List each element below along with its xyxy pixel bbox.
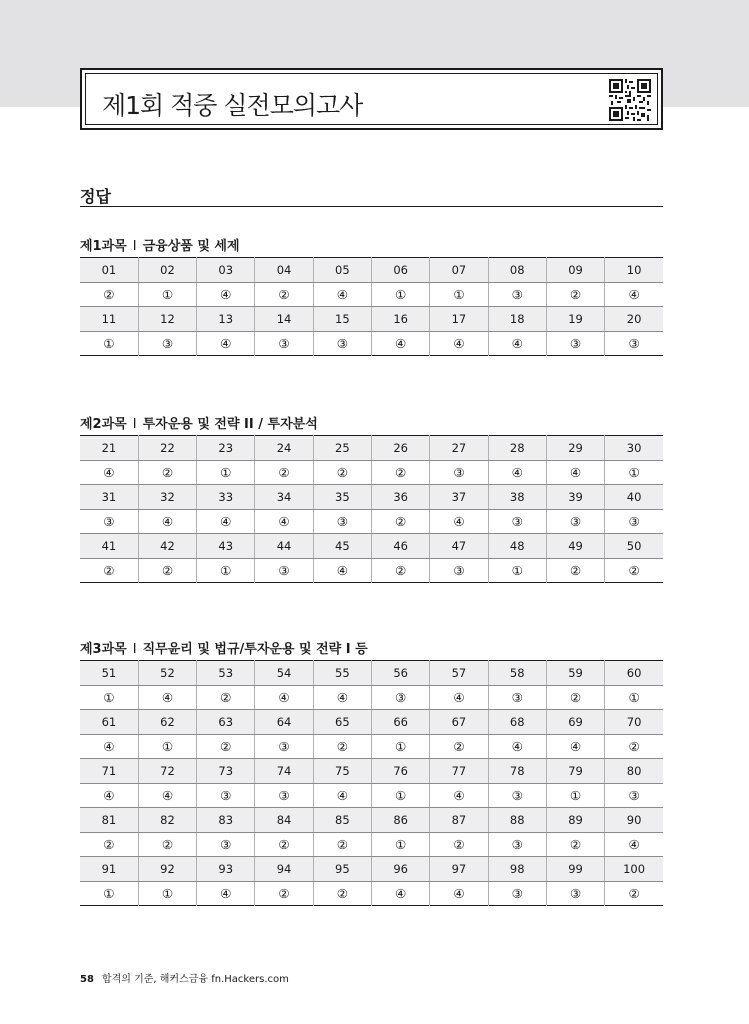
answer-cell: ② (197, 685, 255, 710)
question-number-cell: 45 (313, 534, 371, 559)
answer-cell: ② (313, 460, 371, 485)
answer-cell: ③ (546, 881, 604, 906)
question-number-cell: 68 (488, 710, 546, 735)
question-number-cell: 61 (80, 710, 138, 735)
answer-cell: ① (430, 282, 488, 307)
answer-row (80, 783, 663, 808)
answer-cell: ③ (605, 783, 663, 808)
answer-cell: ③ (605, 509, 663, 534)
answer-cell: ④ (138, 509, 196, 534)
answer-cell: ② (255, 881, 313, 906)
answer-cell: ④ (80, 460, 138, 485)
question-number-cell: 63 (197, 710, 255, 735)
answer-cell: ③ (488, 282, 546, 307)
question-number-cell: 27 (430, 436, 488, 461)
answer-cell: ② (371, 460, 429, 485)
answer-cell: ① (605, 460, 663, 485)
question-number-row (80, 436, 663, 461)
question-number-cell: 12 (138, 307, 196, 332)
question-number-cell: 100 (605, 857, 663, 882)
question-number-cell: 02 (138, 258, 196, 283)
answer-cell: ② (313, 881, 371, 906)
question-number-cell: 48 (488, 534, 546, 559)
subject-prefix: 제1과목 (80, 239, 127, 254)
subject-name: 직무윤리 및 법규/투자운용 및 전략 I 등 (142, 642, 368, 657)
answer-row (80, 509, 663, 534)
answer-row (80, 282, 663, 307)
answer-cell: ④ (313, 282, 371, 307)
question-number-row (80, 307, 663, 332)
question-number-cell: 67 (430, 710, 488, 735)
question-number-cell: 50 (605, 534, 663, 559)
question-number-cell: 04 (255, 258, 313, 283)
page-number: 58 (80, 974, 94, 985)
subject-2-title (80, 413, 318, 432)
answer-cell: ④ (488, 331, 546, 356)
question-number-cell: 58 (488, 661, 546, 686)
answer-cell: ④ (255, 509, 313, 534)
answer-cell: ② (313, 734, 371, 759)
answer-cell: ③ (255, 331, 313, 356)
question-number-cell: 53 (197, 661, 255, 686)
question-number-cell: 29 (546, 436, 604, 461)
answer-cell: ④ (488, 734, 546, 759)
answer-cell: ④ (430, 509, 488, 534)
question-number-cell: 26 (371, 436, 429, 461)
answer-cell: ② (546, 685, 604, 710)
answer-cell: ④ (430, 685, 488, 710)
question-number-cell: 18 (488, 307, 546, 332)
question-number-cell: 78 (488, 759, 546, 784)
answer-row (80, 734, 663, 759)
question-number-cell: 72 (138, 759, 196, 784)
question-number-cell: 81 (80, 808, 138, 833)
question-number-cell: 93 (197, 857, 255, 882)
answer-cell: ② (80, 282, 138, 307)
question-number-cell: 47 (430, 534, 488, 559)
question-number-cell: 64 (255, 710, 313, 735)
answer-cell: ① (488, 558, 546, 583)
answer-cell: ④ (197, 331, 255, 356)
answer-cell: ③ (488, 881, 546, 906)
answer-cell: ② (255, 460, 313, 485)
question-number-cell: 87 (430, 808, 488, 833)
question-number-cell: 05 (313, 258, 371, 283)
answer-cell: ① (138, 734, 196, 759)
question-number-cell: 98 (488, 857, 546, 882)
answer-cell: ③ (313, 331, 371, 356)
subject-1-title (80, 235, 240, 254)
answer-cell: ④ (546, 460, 604, 485)
question-number-cell: 10 (605, 258, 663, 283)
question-number-cell: 32 (138, 485, 196, 510)
question-number-cell: 54 (255, 661, 313, 686)
question-number-cell: 86 (371, 808, 429, 833)
answer-cell: ② (197, 734, 255, 759)
question-number-cell: 94 (255, 857, 313, 882)
answer-cell: ① (197, 558, 255, 583)
question-number-cell: 51 (80, 661, 138, 686)
answer-cell: ② (546, 282, 604, 307)
question-number-cell: 75 (313, 759, 371, 784)
answer-cell: ② (371, 509, 429, 534)
answer-cell: ④ (255, 685, 313, 710)
answer-cell: ② (546, 558, 604, 583)
subject-prefix: 제2과목 (80, 417, 127, 432)
question-number-cell: 20 (605, 307, 663, 332)
subject-prefix: 제3과목 (80, 642, 127, 657)
qr-code-icon[interactable] (609, 79, 651, 121)
question-number-cell: 92 (138, 857, 196, 882)
answer-cell: ④ (313, 558, 371, 583)
answer-cell: ③ (488, 832, 546, 857)
answer-cell: ③ (430, 558, 488, 583)
answer-table-subject-1 (80, 257, 663, 356)
question-number-cell: 57 (430, 661, 488, 686)
question-number-cell: 23 (197, 436, 255, 461)
question-number-cell: 42 (138, 534, 196, 559)
question-number-cell: 06 (371, 258, 429, 283)
question-number-cell: 09 (546, 258, 604, 283)
question-number-cell: 60 (605, 661, 663, 686)
question-number-row (80, 485, 663, 510)
question-number-cell: 76 (371, 759, 429, 784)
question-number-cell: 22 (138, 436, 196, 461)
answer-cell: ④ (80, 783, 138, 808)
question-number-cell: 70 (605, 710, 663, 735)
answer-cell: ② (138, 558, 196, 583)
answer-cell: ② (138, 832, 196, 857)
question-number-cell: 46 (371, 534, 429, 559)
question-number-row (80, 258, 663, 283)
question-number-cell: 73 (197, 759, 255, 784)
question-number-cell: 34 (255, 485, 313, 510)
answer-cell: ③ (371, 685, 429, 710)
answer-cell: ④ (546, 734, 604, 759)
question-number-cell: 77 (430, 759, 488, 784)
answer-cell: ③ (430, 460, 488, 485)
answer-cell: ① (80, 685, 138, 710)
question-number-cell: 37 (430, 485, 488, 510)
question-number-cell: 97 (430, 857, 488, 882)
answer-cell: ① (371, 783, 429, 808)
question-number-row (80, 661, 663, 686)
question-number-cell: 01 (80, 258, 138, 283)
answer-cell: ④ (488, 460, 546, 485)
answer-cell: ③ (546, 509, 604, 534)
question-number-cell: 41 (80, 534, 138, 559)
question-number-cell: 03 (197, 258, 255, 283)
answer-cell: ② (255, 832, 313, 857)
question-number-cell: 84 (255, 808, 313, 833)
answer-cell: ② (605, 734, 663, 759)
answer-cell: ③ (255, 783, 313, 808)
question-number-cell: 25 (313, 436, 371, 461)
answer-cell: ④ (138, 685, 196, 710)
question-number-row (80, 759, 663, 784)
answer-cell: ④ (197, 881, 255, 906)
answer-cell: ③ (313, 509, 371, 534)
answer-cell: ④ (430, 783, 488, 808)
question-number-cell: 66 (371, 710, 429, 735)
answer-cell: ④ (605, 282, 663, 307)
question-number-cell: 11 (80, 307, 138, 332)
question-number-cell: 30 (605, 436, 663, 461)
answer-row (80, 331, 663, 356)
question-number-cell: 31 (80, 485, 138, 510)
answer-cell: ① (138, 282, 196, 307)
answer-cell: ① (80, 331, 138, 356)
question-number-cell: 28 (488, 436, 546, 461)
question-number-cell: 74 (255, 759, 313, 784)
question-number-cell: 16 (371, 307, 429, 332)
question-number-cell: 38 (488, 485, 546, 510)
answer-cell: ② (605, 558, 663, 583)
question-number-cell: 13 (197, 307, 255, 332)
question-number-cell: 80 (605, 759, 663, 784)
question-number-cell: 19 (546, 307, 604, 332)
question-number-cell: 35 (313, 485, 371, 510)
question-number-cell: 36 (371, 485, 429, 510)
footer-text: 합격의 기준, 해커스금융 fn.Hackers.com (101, 974, 289, 985)
answer-cell: ② (313, 832, 371, 857)
question-number-cell: 56 (371, 661, 429, 686)
question-number-cell: 33 (197, 485, 255, 510)
question-number-cell: 91 (80, 857, 138, 882)
question-number-row (80, 534, 663, 559)
section-divider (80, 206, 663, 207)
answer-cell: ④ (197, 282, 255, 307)
question-number-cell: 59 (546, 661, 604, 686)
question-number-cell: 83 (197, 808, 255, 833)
page-footer (80, 970, 289, 985)
question-number-cell: 49 (546, 534, 604, 559)
title-box (80, 68, 663, 130)
question-number-row (80, 857, 663, 882)
question-number-cell: 15 (313, 307, 371, 332)
answer-cell: ③ (488, 783, 546, 808)
answer-cell: ② (430, 734, 488, 759)
question-number-cell: 71 (80, 759, 138, 784)
question-number-cell: 21 (80, 436, 138, 461)
answer-cell: ① (138, 881, 196, 906)
question-number-cell: 17 (430, 307, 488, 332)
answer-cell: ③ (197, 832, 255, 857)
answer-cell: ④ (197, 509, 255, 534)
answer-cell: ③ (197, 783, 255, 808)
question-number-cell: 55 (313, 661, 371, 686)
question-number-cell: 39 (546, 485, 604, 510)
question-number-cell: 14 (255, 307, 313, 332)
question-number-cell: 82 (138, 808, 196, 833)
answer-cell: ③ (255, 734, 313, 759)
title-separator: I (132, 417, 137, 432)
question-number-cell: 43 (197, 534, 255, 559)
section-heading: 정답 (80, 187, 111, 206)
question-number-cell: 88 (488, 808, 546, 833)
answer-row (80, 881, 663, 906)
answer-cell: ③ (255, 558, 313, 583)
question-number-cell: 40 (605, 485, 663, 510)
answer-cell: ④ (430, 881, 488, 906)
answer-cell: ④ (430, 331, 488, 356)
answer-cell: ④ (80, 734, 138, 759)
answer-cell: ① (80, 881, 138, 906)
answer-cell: ③ (80, 509, 138, 534)
answer-cell: ④ (605, 832, 663, 857)
question-number-cell: 08 (488, 258, 546, 283)
answer-cell: ④ (313, 685, 371, 710)
answer-row (80, 832, 663, 857)
question-number-cell: 85 (313, 808, 371, 833)
answer-table-subject-3 (80, 660, 663, 906)
answer-cell: ① (371, 832, 429, 857)
title-separator: I (132, 642, 137, 657)
answer-cell: ② (80, 558, 138, 583)
answer-cell: ③ (138, 331, 196, 356)
question-number-cell: 62 (138, 710, 196, 735)
answer-cell: ② (255, 282, 313, 307)
answer-cell: ③ (605, 331, 663, 356)
title-separator: I (132, 239, 137, 254)
question-number-row (80, 808, 663, 833)
answer-cell: ③ (546, 331, 604, 356)
question-number-cell: 69 (546, 710, 604, 735)
answer-cell: ② (371, 558, 429, 583)
answer-cell: ② (80, 832, 138, 857)
answer-cell: ④ (138, 783, 196, 808)
answer-cell: ① (605, 685, 663, 710)
question-number-cell: 44 (255, 534, 313, 559)
answer-cell: ① (371, 282, 429, 307)
answer-cell: ① (371, 734, 429, 759)
question-number-cell: 96 (371, 857, 429, 882)
answer-row (80, 685, 663, 710)
question-number-cell: 99 (546, 857, 604, 882)
answer-cell: ② (430, 832, 488, 857)
subject-name: 투자운용 및 전략 II / 투자분석 (142, 417, 318, 432)
subject-3-title (80, 638, 368, 657)
answer-table-subject-2 (80, 435, 663, 583)
answer-row (80, 558, 663, 583)
question-number-row (80, 710, 663, 735)
question-number-cell: 79 (546, 759, 604, 784)
question-number-cell: 90 (605, 808, 663, 833)
answer-cell: ② (138, 460, 196, 485)
answer-cell: ① (197, 460, 255, 485)
answer-cell: ④ (371, 881, 429, 906)
page-title: 제1회 적중 실전모의고사 (102, 91, 363, 120)
question-number-cell: 89 (546, 808, 604, 833)
question-number-cell: 65 (313, 710, 371, 735)
answer-cell: ③ (488, 685, 546, 710)
answer-cell: ② (546, 832, 604, 857)
answer-cell: ① (546, 783, 604, 808)
answer-cell: ③ (488, 509, 546, 534)
subject-name: 금융상품 및 세제 (142, 239, 240, 254)
question-number-cell: 95 (313, 857, 371, 882)
answer-cell: ② (605, 881, 663, 906)
answer-row (80, 460, 663, 485)
question-number-cell: 24 (255, 436, 313, 461)
answer-cell: ④ (371, 331, 429, 356)
question-number-cell: 52 (138, 661, 196, 686)
question-number-cell: 07 (430, 258, 488, 283)
answer-cell: ④ (313, 783, 371, 808)
